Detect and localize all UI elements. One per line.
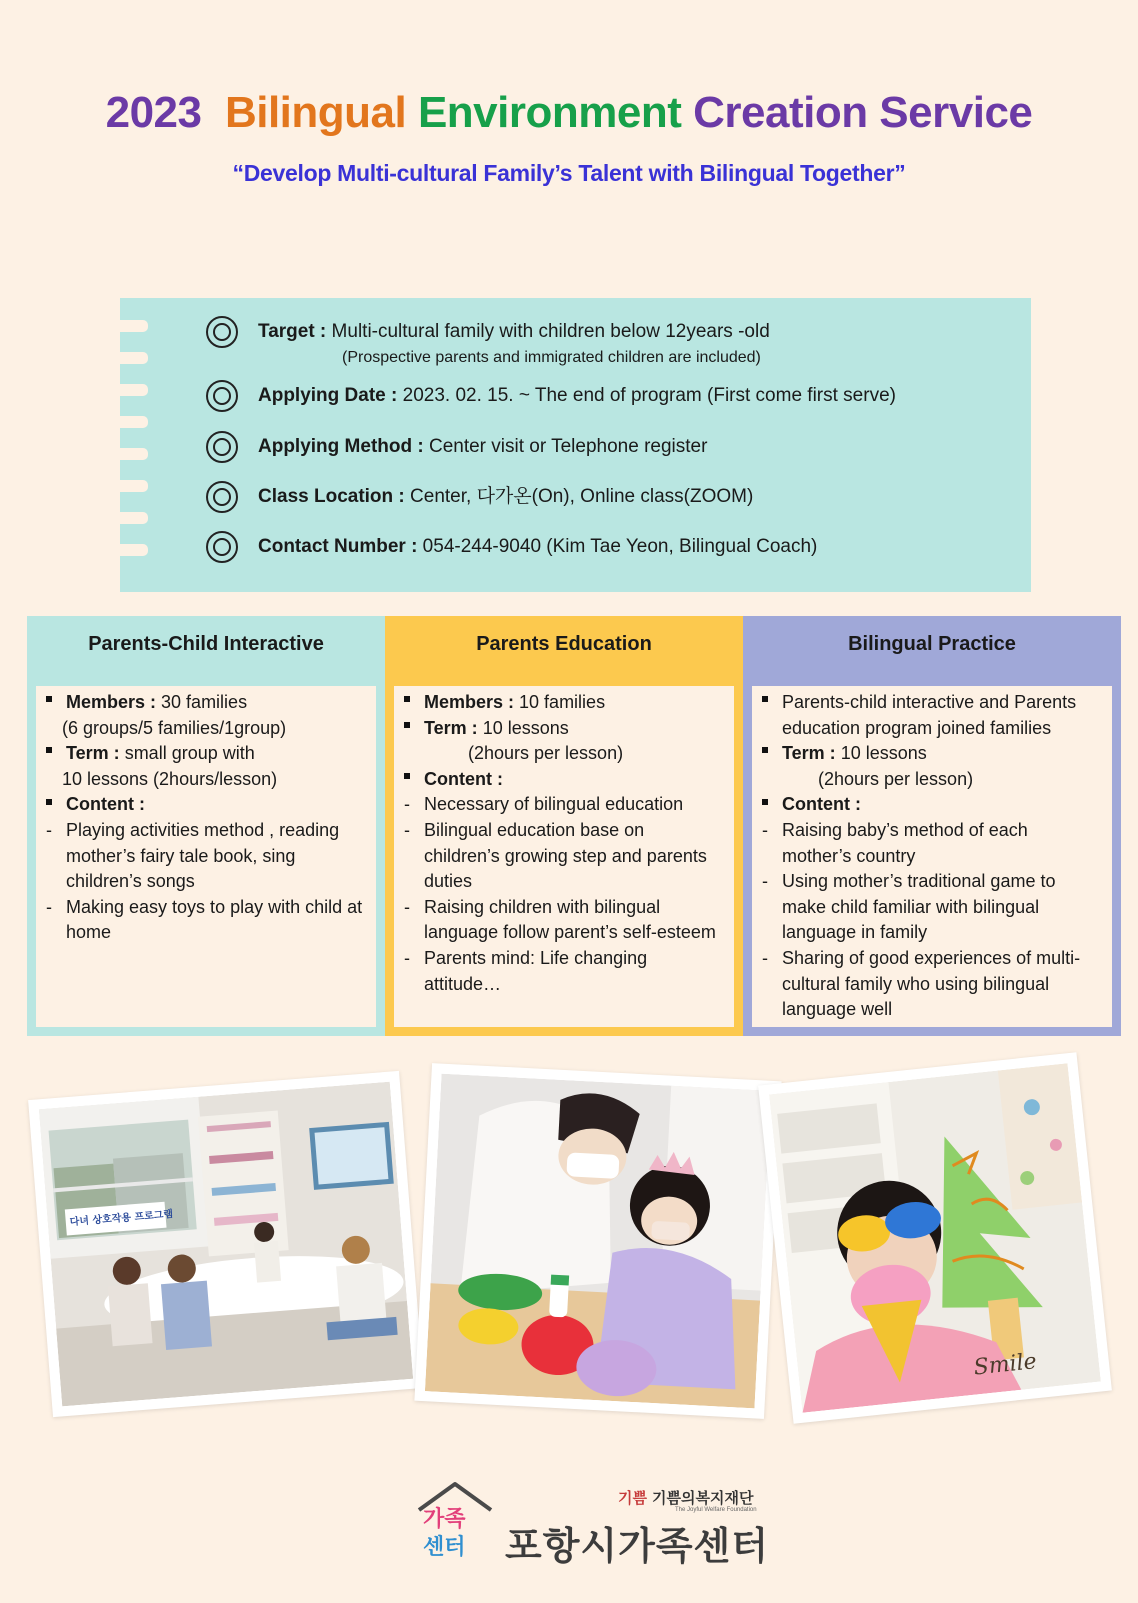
info-label: Class Location :	[258, 486, 405, 507]
program-title: Bilingual Practice	[848, 633, 1016, 655]
photo-child-props	[758, 1052, 1112, 1424]
foundation-name: 기쁨의복지재단	[652, 1490, 754, 1507]
classroom-photo-illustration	[39, 1082, 413, 1407]
logo-line2: 센터	[423, 1535, 466, 1560]
program-title: Parents-Child Interactive	[88, 633, 324, 655]
family-center-logo-icon	[415, 1480, 497, 1560]
list-item	[404, 690, 724, 716]
binder-ring	[120, 544, 148, 556]
list-item	[46, 741, 366, 767]
content-item: - Making easy toys to play with child at home	[46, 896, 363, 943]
content-item: - Playing activities method , reading mother’s fairy tale book, sing children’s songs	[46, 819, 340, 892]
content-item: - Bilingual education base on children’s growing step and parents duties	[404, 819, 707, 892]
title-word-bilingual: Bilingual	[224, 88, 407, 137]
info-item-contact-number	[206, 531, 817, 571]
foundation-mark-icon: 기쁨	[618, 1490, 647, 1507]
content-label: Content :	[424, 768, 503, 789]
binder-ring	[120, 384, 148, 396]
term-note: (2hours per lesson)	[818, 768, 974, 789]
info-item-target	[206, 316, 770, 366]
term-note: (2hours per lesson)	[468, 743, 624, 764]
members-value: 30 families	[156, 692, 248, 712]
content-item: - Parents mind: Life changing attitude…	[404, 947, 648, 994]
info-value: Center visit or Telephone register	[423, 436, 708, 457]
program-parents-education	[385, 616, 743, 1036]
info-label: Contact Number :	[258, 536, 418, 557]
program-body	[394, 686, 734, 1027]
photo-craft-activity	[414, 1063, 781, 1419]
list-item	[762, 690, 1102, 741]
content-label: Content :	[66, 794, 145, 815]
info-value: Multi-cultural family with children below 12years -old	[326, 321, 770, 342]
term-value: 10 lessons	[835, 743, 927, 764]
info-note: (Prospective parents and immigrated children are included)	[342, 349, 761, 366]
content-item: - Raising children with bilingual language follow parent’s self-esteem	[404, 896, 716, 943]
binder-ring	[120, 416, 148, 428]
content-label: Content :	[782, 794, 861, 815]
logo-line1: 가족	[423, 1507, 466, 1532]
info-value: 054-244-9040 (Kim Tae Yeon, Bilingual Coach)	[417, 536, 818, 557]
members-label: Members :	[66, 692, 157, 712]
content-item: - Raising baby’s method of each mother’s country	[762, 819, 1028, 866]
binder-ring	[120, 352, 148, 364]
info-value: Center, 다가온(On), Online class(ZOOM)	[404, 486, 754, 507]
photo-classroom	[28, 1071, 424, 1417]
info-item-applying-method	[206, 431, 707, 471]
content-item: - Using mother’s traditional game to make child familiar with bilingual language in family	[762, 871, 1056, 943]
info-label: Applying Method :	[258, 436, 424, 457]
binder-ring	[120, 512, 148, 524]
list-item	[46, 690, 366, 716]
binder-ring	[120, 448, 148, 460]
info-item-class-location	[206, 481, 753, 521]
binder-ring	[120, 480, 148, 492]
title-word-environment: Environment	[417, 88, 682, 137]
list-item	[46, 792, 366, 818]
title-word-creation-service: Creation Service	[693, 88, 1033, 137]
members-note: (6 groups/5 families/1group)	[62, 717, 287, 738]
term-value: 10 lessons	[477, 717, 569, 738]
program-title: Parents Education	[476, 633, 652, 655]
craft-photo-illustration	[425, 1074, 771, 1409]
info-item-applying-date	[206, 380, 896, 420]
members-value: 10 families	[514, 692, 606, 712]
term-label: Term :	[66, 743, 120, 764]
term-label: Term :	[424, 717, 478, 738]
info-value: 2023. 02. 15. ~ The end of program (First come first serve)	[397, 385, 896, 406]
child-photo-illustration	[769, 1063, 1101, 1413]
program-intro: Parents-child interactive and Parents education program joined families	[782, 692, 1077, 738]
page-title	[0, 88, 1138, 138]
foundation-subtitle: The Joyful Welfare Foundation	[675, 1507, 757, 1513]
info-label: Target :	[258, 321, 327, 342]
content-item: - Sharing of good experiences of multi-cultural family who using bilingual language well	[762, 947, 1081, 1020]
title-year: 2023	[105, 88, 202, 137]
double-circle-icon	[206, 316, 238, 348]
classroom-banner: 다녀 상호작용 프로그램	[69, 1209, 174, 1229]
double-circle-icon	[206, 481, 238, 513]
program-bilingual-practice	[743, 616, 1121, 1036]
content-item: - Necessary of bilingual education	[404, 794, 684, 815]
page-subtitle: “Develop Multi-cultural Family’s Talent with Bilingual Together”	[232, 160, 906, 186]
term-label: Term :	[782, 743, 836, 764]
family-center-name: 포항시가족센터	[505, 1526, 769, 1568]
double-circle-icon	[206, 531, 238, 563]
list-item	[404, 716, 724, 742]
list-item	[404, 767, 724, 793]
list-item	[762, 792, 1102, 818]
term-value: small group with	[119, 743, 255, 764]
list-item	[762, 741, 1102, 767]
program-body	[36, 686, 376, 1027]
program-body	[752, 686, 1112, 1027]
term-note: 10 lessons (2hours/lesson)	[62, 768, 278, 789]
double-circle-icon	[206, 431, 238, 463]
program-parents-child-interactive	[27, 616, 385, 1036]
members-label: Members :	[424, 692, 515, 712]
double-circle-icon	[206, 380, 238, 412]
smile-caption: Smile	[972, 1349, 1038, 1381]
info-box	[120, 298, 1031, 592]
binder-ring	[120, 320, 148, 332]
info-label: Applying Date :	[258, 385, 398, 406]
